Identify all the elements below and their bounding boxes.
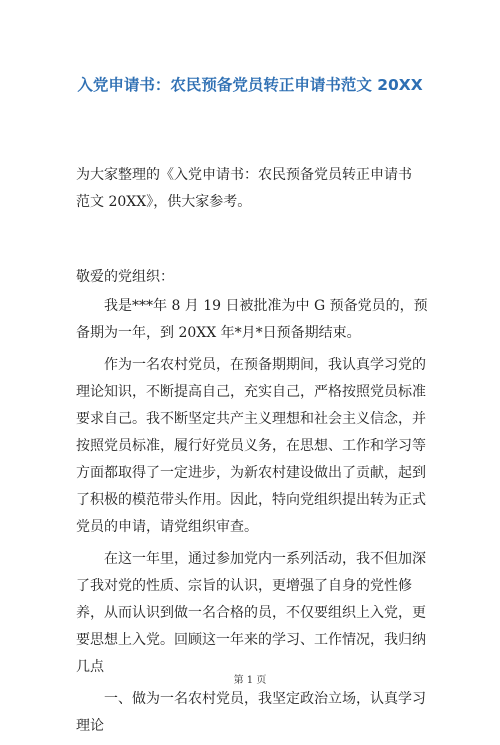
letter-body [76,264,428,745]
document-title: 入党申请书：农民预备党员转正申请书范文 20XX [77,76,423,94]
page-number: 第 1 页 [233,675,267,686]
intro-text: 为大家整理的《入党申请书：农民预备党员转正申请书范文 20XX》，供大家参考。 [76,167,412,210]
body-paragraph: 我是***年 8 月 19 日被批准为中 G 预备党员的，预备期为一年，到 20XX 年*月*日预备期结束。 [76,298,428,341]
body-paragraph: 在这一年里，通过参加党内一系列活动，我不但加深了我对党的性质、宗旨的认识，更增强了自身的党性修养，从而认识到做一名合格的员，不仅要组织上入党，更要思想上入党。回顾这一年来的学习、工作情况，我归纳几点 [76,551,426,675]
body-paragraph: 一、做为一名农村党员，我坚定政治立场，认真学习理论 [76,691,426,734]
body-paragraph: 作为一名农村党员，在预备期期间，我认真学习党的理论知识，不断提高自己，充实自己，严格按照党员标准要求自己。我不断坚定共产主义理想和社会主义信念，并按照党员标准，履行好党员义务，在思想、工作和学习等方面都取得了一定进步，为新农村建设做出了贡献，起到了积极的模范带头作用。因此，特向党组织提出转为正式党员的申请，请党组织审查。 [76,357,426,535]
letter-greeting: 敬爱的党组织： [76,269,174,285]
